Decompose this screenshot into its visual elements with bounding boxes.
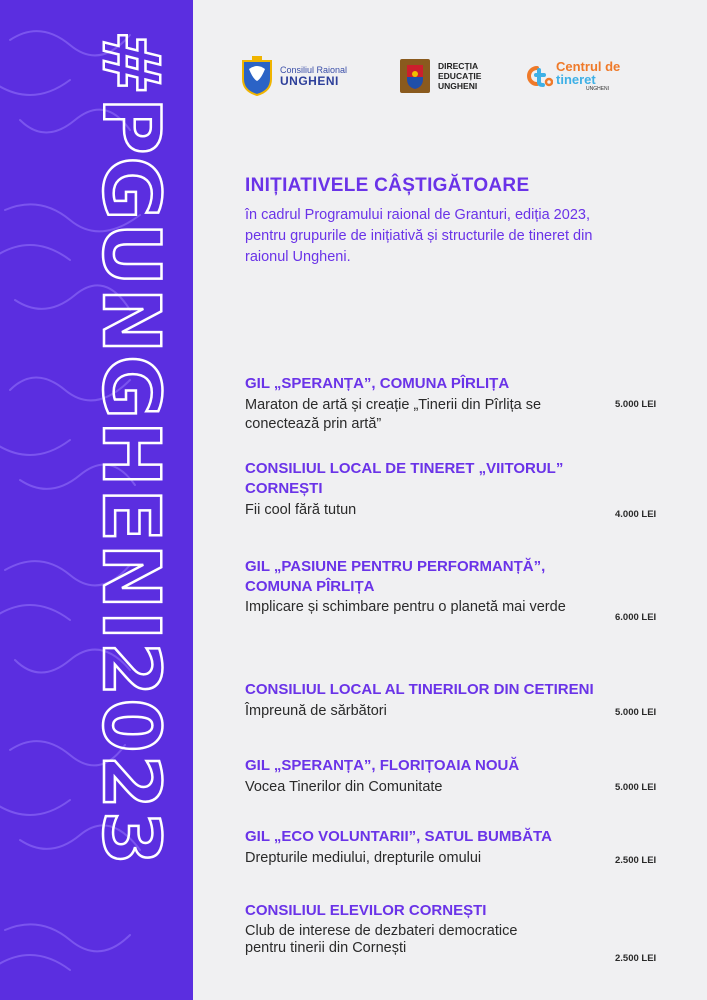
crest-icon	[240, 55, 274, 97]
logo-line2: UNGHENI	[280, 73, 339, 88]
grant-amount: 2.500 LEI	[615, 855, 657, 866]
grant-amount: 6.000 LEI	[615, 612, 657, 623]
winner-entry	[245, 680, 625, 721]
logo-line1: DIRECȚIA	[438, 61, 479, 71]
grant-amount: 2.500 LEI	[615, 953, 657, 964]
logo-line2: EDUCAȚIE	[438, 71, 482, 81]
project-title: Maraton de artă și creație „Tinerii din Pîrlița se conectează prin artă”	[245, 397, 542, 432]
sidebar-panel	[0, 0, 193, 1000]
hashtag-vertical	[85, 30, 175, 950]
logo-centrul-de-tineret	[525, 52, 620, 100]
project-title: Drepturile mediului, drepturile omului	[245, 850, 482, 866]
grant-amount: 4.000 LEI	[615, 509, 657, 520]
logo-line3: UNGHENI	[586, 86, 610, 92]
winner-entry	[245, 374, 625, 434]
logo-consiliul-raional	[240, 52, 347, 100]
grant-amount: 5.000 LEI	[615, 782, 657, 793]
logo-line2: tineret	[556, 72, 596, 87]
centrul-symbol-icon	[525, 63, 553, 89]
project-title: Implicare și schimbare pentru o planetă mai verde	[245, 599, 566, 615]
hashtag-text: #PGUNGHENI2023	[85, 30, 175, 868]
winner-entry	[245, 557, 625, 616]
group-name: CONSILIUL LOCAL AL TINERILOR DIN CETIRENI	[245, 681, 594, 698]
logo-directia-educatie	[398, 52, 481, 100]
moldova-coat-of-arms-icon	[398, 55, 432, 97]
project-title: Club de interese de dezbateri democratice pentru tinerii din Cornești	[245, 923, 518, 956]
logo-line3: UNGHENI	[438, 81, 478, 91]
group-name: GIL „SPERANȚA”, COMUNA PÎRLIȚA	[245, 375, 510, 392]
logo-line1: Centrul de	[556, 59, 621, 74]
winner-entry	[245, 756, 625, 797]
project-title: Vocea Tinerilor din Comunitate	[245, 779, 443, 795]
group-name: CONSILIUL ELEVILOR CORNEȘTI	[245, 902, 487, 919]
winner-entry	[245, 459, 625, 520]
winner-entry	[245, 827, 625, 868]
winner-entry	[245, 901, 625, 957]
logo-line1: Consiliul Raional	[280, 64, 348, 75]
project-title: Fii cool fără tutun	[245, 502, 357, 518]
logo-row	[240, 52, 630, 100]
grant-amount: 5.000 LEI	[615, 707, 657, 718]
group-name: GIL „ECO VOLUNTARII”, SATUL BUMBĂTA	[245, 828, 552, 845]
project-title: Împreună de sărbători	[245, 703, 387, 719]
group-name: GIL „SPERANȚA”, FLORIȚOAIA NOUĂ	[245, 757, 520, 774]
grant-amount: 5.000 LEI	[615, 399, 657, 410]
page-subtitle: în cadrul Programului raional de Granturi, ediția 2023, pentru grupurile de inițiativă și structurile de tineret din raionul Ungheni.	[245, 207, 593, 265]
group-name: GIL „PASIUNE PENTRU PERFORMANȚĂ”, COMUNA PÎRLIȚA	[245, 558, 546, 595]
page-title: INIȚIATIVELE CÂȘTIGĂTOARE	[245, 175, 530, 196]
group-name: CONSILIUL LOCAL DE TINERET „VIITORUL” CORNEȘTI	[245, 460, 564, 497]
